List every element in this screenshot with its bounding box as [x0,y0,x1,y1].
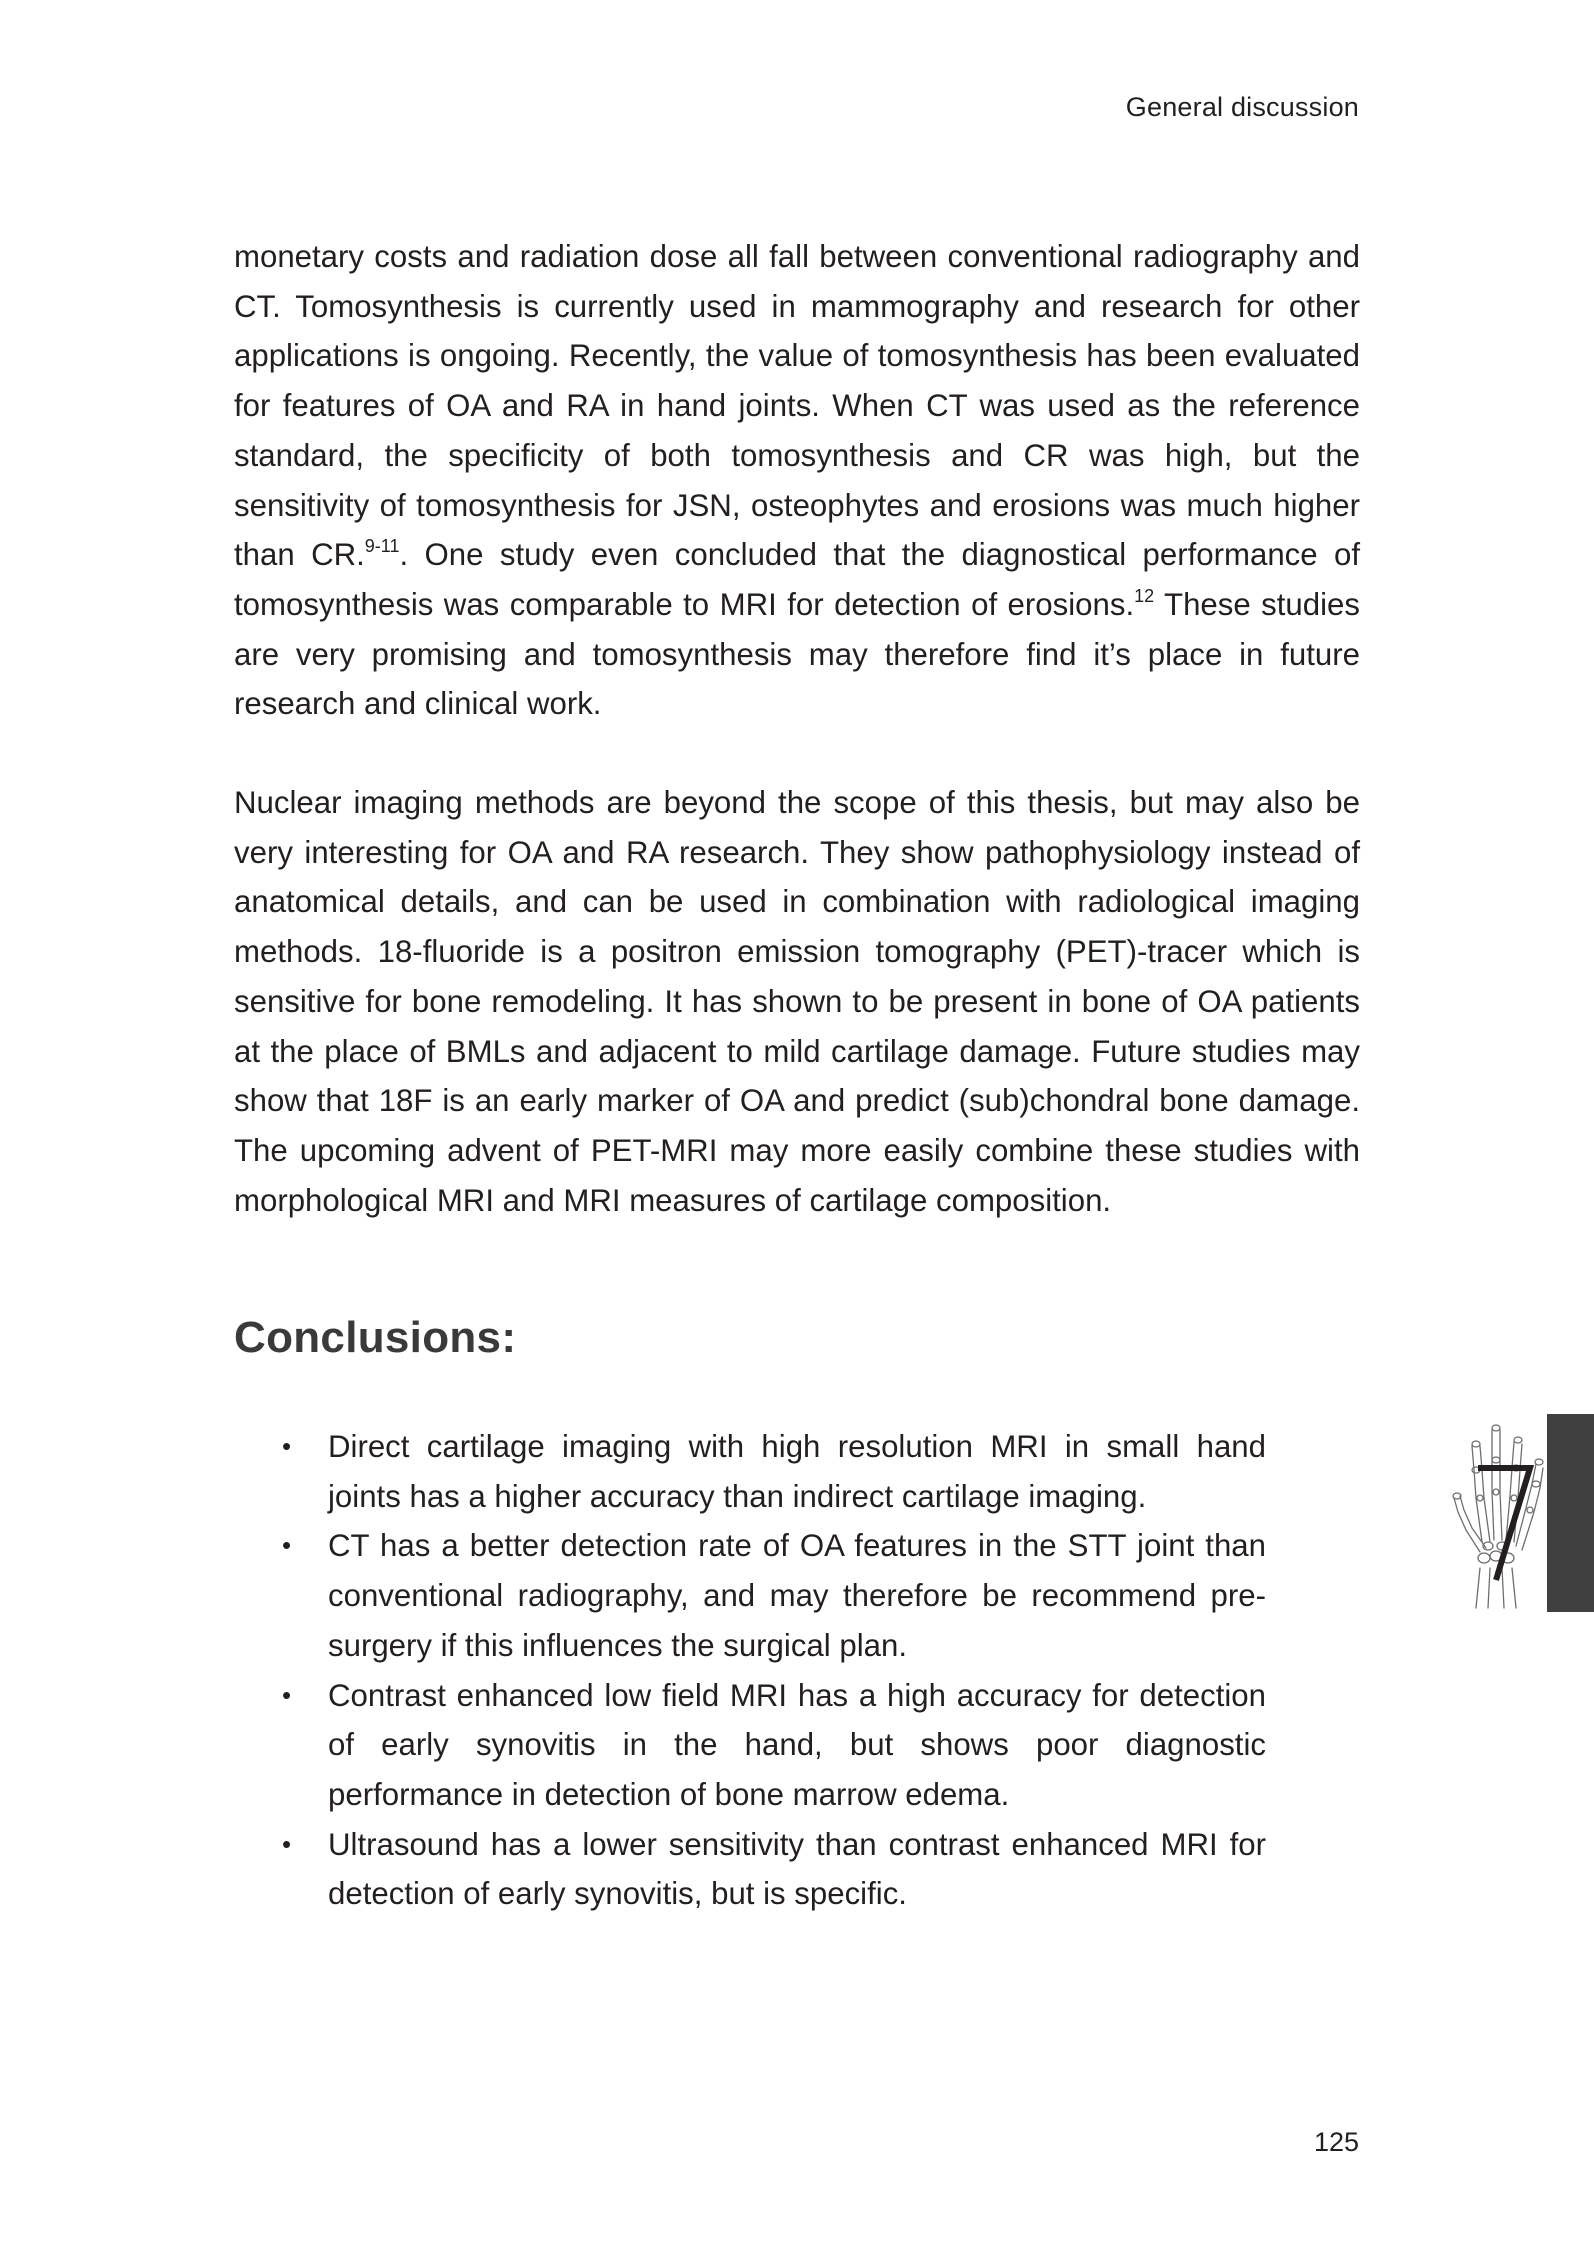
paragraph-text: . One study even concluded that the diagnostical performance of tomosynthesis was comparable to MRI for detection of erosions. [234,537,1360,622]
list-item [234,1820,1266,1919]
running-header: General discussion [1125,92,1359,122]
citation-ref: 12 [1134,585,1155,606]
page-number: 125 [1313,2127,1359,2157]
bullet-icon: • [282,1679,292,1710]
list-item-text: Contrast enhanced low field MRI has a high accuracy for detection of early synovitis in the hand, but shows poor diagnostic performance in detection of bone marrow edema. [328,1677,1266,1812]
body-paragraph-nuclear-imaging: Nuclear imaging methods are beyond the scope of this thesis, but may also be very interesting for OA and RA research. They show pathophysiology instead of anatomical details, and can be used in combination with radiological imaging methods. 18-fluoride is a positron emission tomography (PET)-tracer which is sensitive for bone remodeling. It has shown to be present in bone of OA patients at the place of BMLs and adjacent to mild cartilage damage. Future studies may show that 18F is an early marker of OA and predict (sub)chondral bone damage. The upcoming advent of PET-MRI may more easily combine these studies with morphological MRI and MRI measures of cartilage composition. [234,785,1360,1218]
bullet-icon: • [282,1828,292,1859]
conclusions-list [234,1422,1266,1919]
list-item [234,1521,1266,1670]
list-item [234,1671,1266,1820]
bullet-icon: • [282,1431,292,1461]
hand-skeleton-icon [1446,1418,1546,1610]
conclusions-heading: Conclusions: [234,1313,517,1362]
list-item-text: CT has a better detection rate of OA features in the STT joint than conventional radiography, and may therefore be recommend pre-surgery if this influences the surgical plan. [328,1528,1266,1663]
chapter-tab [1547,1414,1594,1612]
list-item [234,1422,1266,1521]
body-paragraph-tomosynthesis [234,232,1360,729]
list-item-text: Direct cartilage imaging with high resolution MRI in small hand joints has a higher accuracy than indirect cartilage imaging. [328,1429,1266,1514]
list-item-text: Ultrasound has a lower sensitivity than contrast enhanced MRI for detection of early synovitis, but is specific. [328,1826,1266,1912]
paragraph-text: These studies are very promising and tomosynthesis may therefore find it’s place in future research and clinical work. [234,586,1360,722]
citation-ref: 9-11 [364,535,400,556]
paragraph-text: monetary costs and radiation dose all fall between conventional radiography and CT. Tomosynthesis is currently used in mammography and research for other applications is ongoing. Recently, the value of tomosynthesis has been evaluated for features of OA and RA in hand joints. When CT was used as the reference standard, the specificity of both tomosynthesis and CR was high, but the sensitivity of tomosynthesis for JSN, osteophytes and erosions was much higher than CR. [234,239,1360,573]
bullet-icon: • [282,1530,292,1561]
